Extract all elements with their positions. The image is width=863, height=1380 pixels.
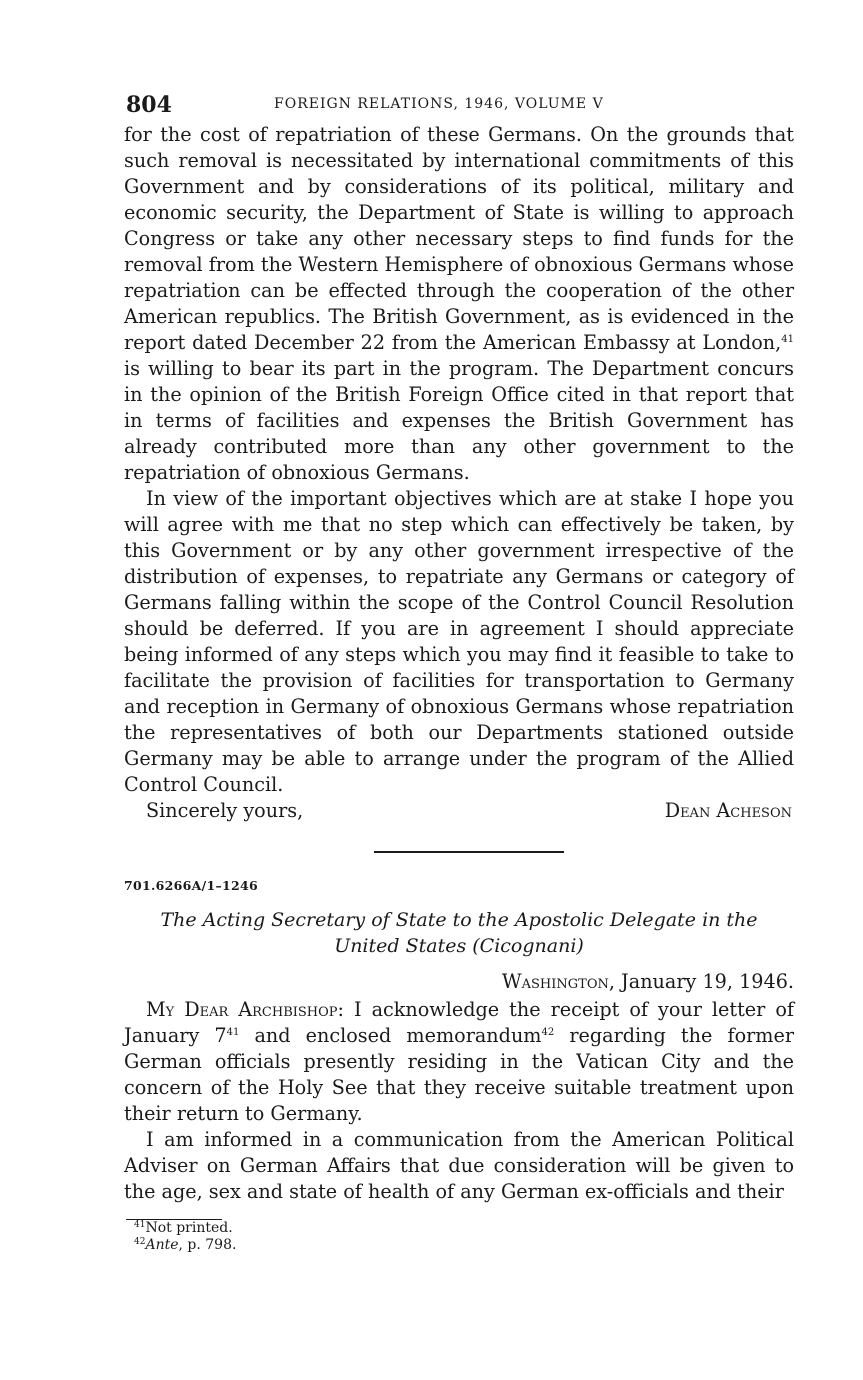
complimentary-close: Sincerely yours, xyxy=(146,799,304,822)
text-segment: and enclosed memorandum xyxy=(239,1024,542,1047)
footnote-ref[interactable]: 42 xyxy=(541,1027,555,1038)
document-title: The Acting Secretary of State to the Apostolic Delegate in the United States (Cicognani) xyxy=(160,909,758,957)
text-segment: is willing to bear its part in the program. The Department concurs in the opinion of the British Foreign Office cited in that report that in terms of facilities and expenses the British Government has already contributed more than any other government to the repatriation of obnoxious Germans. xyxy=(124,357,794,484)
letter1-paragraph-2: In view of the important objectives which are at stake I hope you will agree with me that no step which can effectively be taken, by this Government or by any other government irrespective of the distribution of expenses, to repatriate any Germans or category of Germans falling within the scope of the Control Council Resolution should be deferred. If you are in agreement I should appreciate being informed of any steps which you may find it feasible to take to facilitate the provision of facilities for transportation to Germany and reception in Germany of obnoxious Germans whose repatriation the representatives of both our Departments stationed outside Germany may be able to arrange under the program of the Allied Control Council. xyxy=(124,487,794,796)
footnote xyxy=(134,1220,794,1237)
running-head xyxy=(124,92,794,122)
dateline-place: Washington xyxy=(501,970,609,993)
file-number: 701.6266A/1–1246 xyxy=(124,878,259,893)
footnote-ref[interactable]: 41 xyxy=(226,1027,240,1038)
salutation: My Dear Archbishop xyxy=(146,998,338,1021)
footnote-text: Not printed. xyxy=(145,1220,233,1236)
letter1-paragraph-1 xyxy=(124,122,794,486)
dateline-date: , January 19, 1946. xyxy=(608,970,794,993)
dateline xyxy=(124,969,794,995)
footnote-number: 42 xyxy=(134,1237,146,1247)
letter1-closing xyxy=(124,798,794,826)
footnote-number: 41 xyxy=(134,1220,146,1230)
letter2-paragraph-1 xyxy=(124,997,794,1127)
page-number: 804 xyxy=(126,92,172,118)
text-segment: for the cost of repatriation of these Germans. On the grounds that such removal is necessitated by international commitments of this Government and by considerations of its political, military and economic security, the Department of State is willing to approach Congress or take any other necessary steps to find funds for the removal from the Western Hemisphere of obnoxious Germans whose repatriation can be effected through the cooperation of the other American republics. The British Government, as is evidenced in the report dated December 22 from the American Embassy at London, xyxy=(124,123,795,354)
footnote-text: , p. 798. xyxy=(178,1237,237,1253)
footnote-italic: Ante xyxy=(145,1237,179,1253)
footnote-ref[interactable]: 41 xyxy=(781,334,794,345)
signature: Dean Acheson xyxy=(664,799,792,822)
document-page xyxy=(124,92,794,1254)
section-divider xyxy=(374,851,564,853)
text-segment: regarding the former German officials presently residing in the Vatican City and the concern of the Holy See that they receive suitable treatment upon their return to Germany. xyxy=(124,1024,795,1125)
running-title: FOREIGN RELATIONS, 1946, VOLUME V xyxy=(274,96,604,112)
letter2-paragraph-2: I am informed in a communication from the American Political Adviser on German Affairs that due consideration will be given to the age, sex and state of health of any German ex-officials and their xyxy=(124,1128,794,1203)
text-segment: : I acknowledge the receipt of your letter of January 7 xyxy=(124,998,794,1047)
footnote xyxy=(134,1237,794,1254)
